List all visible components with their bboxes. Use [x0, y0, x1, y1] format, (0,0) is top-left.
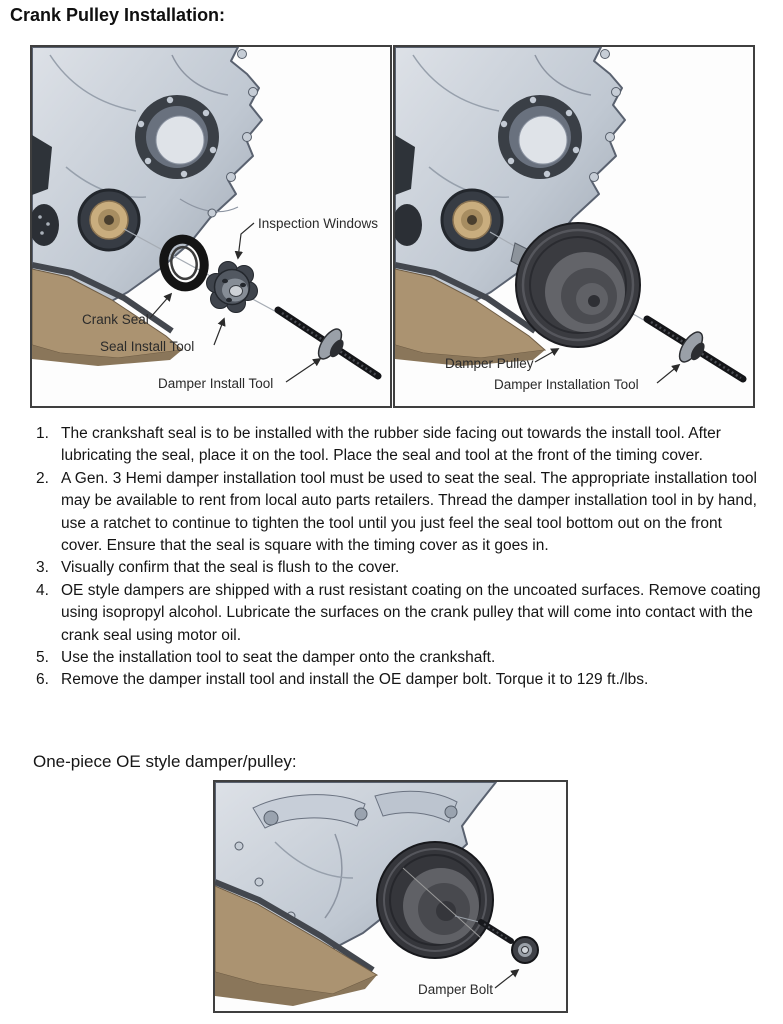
step-text: The crankshaft seal is to be installed with the rubber side facing out towards the install tool. After lubricating the seal, place it on the tool. Place the seal and tool at the front of the timing cover. [61, 425, 721, 465]
step-item-6 [36, 669, 763, 691]
callout-inspection-windows: Inspection Windows [258, 216, 379, 231]
step-text: Visually confirm that the seal is flush to the cover. [61, 559, 400, 577]
step-text: A Gen. 3 Hemi damper installation tool must be used to seat the seal. The appropriate installation tool may be available to rent from local auto parts retailers. Thread the damper installation tool in by hand, use a ratchet to continue to tighten the tool until you just feel the seal tool bottom out on the front cover. Ensure that the seal is square with the timing cover as it goes in. [61, 469, 757, 555]
subheading-one-piece-damper: One-piece OE style damper/pulley: [33, 752, 297, 771]
step-item-3 [36, 557, 763, 579]
installation-steps [36, 423, 763, 692]
step-text: Remove the damper install tool and install the OE damper bolt. Torque it to 129 ft./lbs. [61, 671, 649, 689]
step-item-1 [36, 423, 763, 468]
crank-snout [79, 190, 139, 250]
figure-damper-install [393, 45, 755, 408]
callout-crank-seal: Crank Seal [82, 312, 149, 327]
damper-bolt-illustration [215, 782, 566, 1011]
callout-damper-installation-tool: Damper Installation Tool [494, 377, 639, 392]
crank-snout [442, 190, 502, 250]
step-item-2 [36, 468, 763, 558]
page-title: Crank Pulley Installation: [10, 5, 226, 25]
step-text: OE style dampers are shipped with a rust resistant coating on the uncoated surfaces. Remove coating using isopropyl alcohol. Lubricate the surfaces on the crank pulley that will come into contact with the crank seal using motor oil. [61, 581, 761, 644]
step-number: 5. [36, 649, 49, 667]
step-number: 3. [36, 559, 49, 577]
figure-damper-bolt [213, 780, 568, 1013]
damper-install-illustration [395, 47, 753, 406]
callout-damper-bolt: Damper Bolt [418, 982, 494, 997]
seal-install-illustration [32, 47, 390, 406]
step-number: 4. [36, 581, 49, 599]
step-number: 2. [36, 469, 49, 487]
step-item-5 [36, 647, 763, 669]
callout-seal-install-tool: Seal Install Tool [100, 339, 195, 354]
callout-damper-install-tool: Damper Install Tool [158, 376, 274, 391]
figure-seal-install [30, 45, 392, 408]
step-item-4 [36, 580, 763, 647]
step-number: 1. [36, 425, 49, 442]
step-text: Use the installation tool to seat the damper onto the crankshaft. [61, 649, 496, 667]
step-number: 6. [36, 671, 49, 689]
installed-damper-pulley [377, 842, 493, 958]
callout-damper-pulley: Damper Pulley [445, 356, 534, 371]
